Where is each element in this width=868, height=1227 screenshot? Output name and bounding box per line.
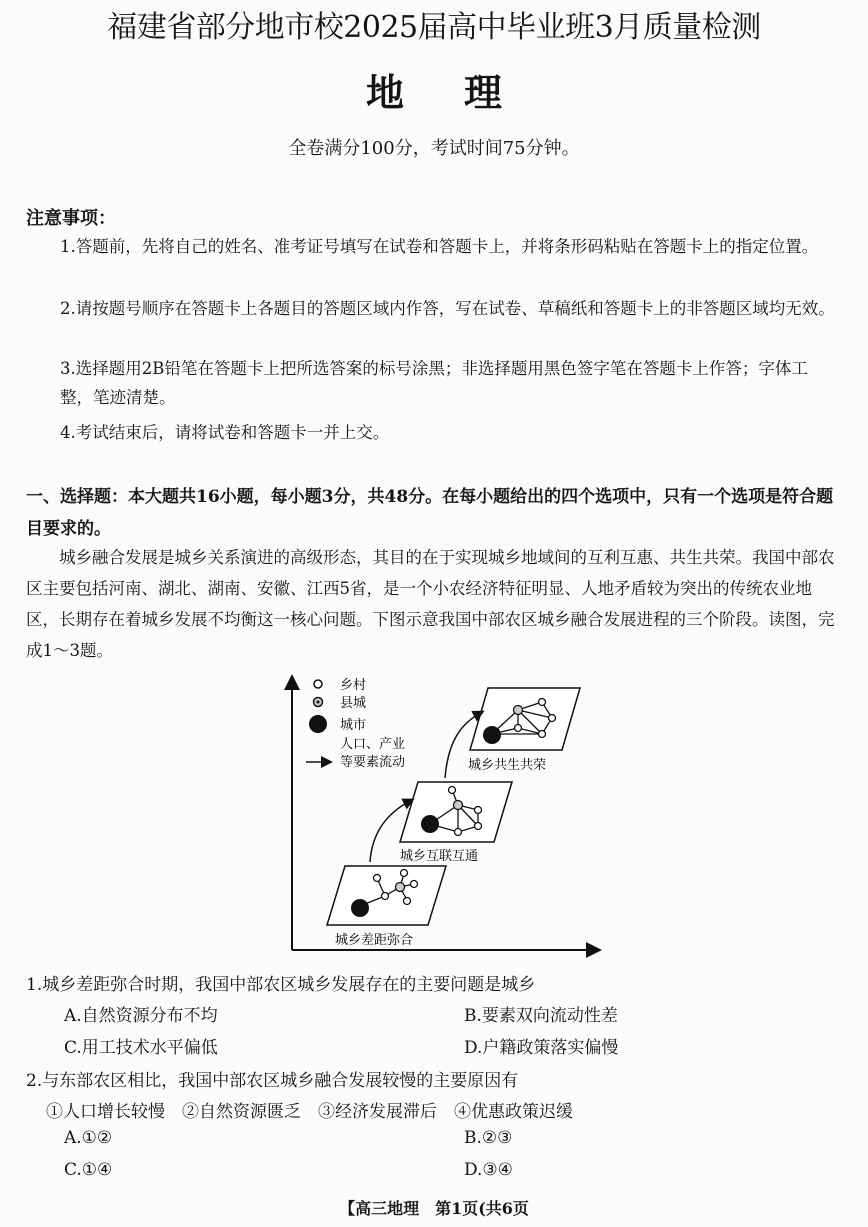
subject-title: 地理 — [365, 70, 562, 115]
q2-option-d: D.③④ — [464, 1160, 513, 1180]
stage3-label: 城乡共生共荣 — [468, 758, 547, 773]
q1-option-c: C.用工技术水平偏低 — [64, 1038, 218, 1058]
note-item: 4.考试结束后，请将试卷和答题卡一并上交。 — [60, 423, 390, 442]
city-symbol — [309, 715, 327, 733]
note-item: 2.请按题号顺序在答题卡上各题目的答题区域内作答，写在试卷、草稿纸和答题卡上的非答题区域均无效。 — [60, 299, 835, 318]
village-symbol — [314, 680, 322, 688]
notes-heading: 注意事项： — [26, 208, 116, 229]
page-footer: 【高三地理 第1页(共6页 — [339, 1199, 529, 1218]
stage1-label: 城乡差距弥合 — [335, 933, 414, 948]
q1-option-a: A.自然资源分布不均 — [64, 1006, 218, 1026]
legend-flow-1: 人口、产业 — [340, 737, 406, 752]
stage-diagram — [280, 672, 610, 962]
legend-county: 县城 — [340, 696, 367, 711]
passage: 城乡融合发展是城乡关系演进的高级形态，其目的在于实现城乡地域间的互利互惠、共生共荣。我国中部农区主要包括河南、湖北、湖南、安徽、江西5省，是一个小农经济特征明显、人地矛盾较为突出的传统农业地区，长期存在着城乡发展不均衡这一核心问题。下图示意我国中部农区城乡融合发展进程的三个阶段。读图，完成1～3题。 — [26, 548, 835, 660]
exam-info: 全卷满分100分，考试时间75分钟。 — [288, 138, 580, 159]
note-item: 1.答题前，先将自己的姓名、准考证号填写在试卷和答题卡上，并将条形码粘贴在答题卡上的指定位置。 — [60, 237, 819, 256]
legend-flow-2: 等要素流动 — [340, 755, 406, 770]
section-heading: 一、选择题：本大题共16小题，每小题3分，共48分。在每小题给出的四个选项中，只有一个选项是符合题目要求的。 — [26, 487, 834, 539]
legend-village: 乡村 — [340, 678, 367, 693]
q1-option-d: D.户籍政策落实偏慢 — [464, 1038, 619, 1058]
q2-option-a: A.①② — [64, 1128, 113, 1148]
exam-title: 福建省部分地市校2025届高中毕业班3月质量检测 — [107, 10, 761, 45]
q2-option-c: C.①④ — [64, 1160, 113, 1180]
q2-choices: ①人口增长较慢 ②自然资源匮乏 ③经济发展滞后 ④优惠政策迟缓 — [46, 1102, 573, 1122]
q1-option-b: B.要素双向流动性差 — [464, 1006, 618, 1026]
q2-option-b: B.②③ — [464, 1128, 513, 1148]
stage2-label: 城乡互联互通 — [400, 849, 479, 864]
legend-city: 城市 — [340, 718, 367, 733]
note-item: 3.选择题用2B铅笔在答题卡上把所选答案的标号涂黑；非选择题用黑色签字笔在答题卡上作答；字体工整，笔迹清楚。 — [60, 359, 808, 407]
question-2-stem: 2.与东部农区相比，我国中部农区城乡融合发展较慢的主要原因有 — [26, 1071, 519, 1091]
question-1-stem: 1.城乡差距弥合时期，我国中部农区城乡发展存在的主要问题是城乡 — [26, 975, 536, 995]
